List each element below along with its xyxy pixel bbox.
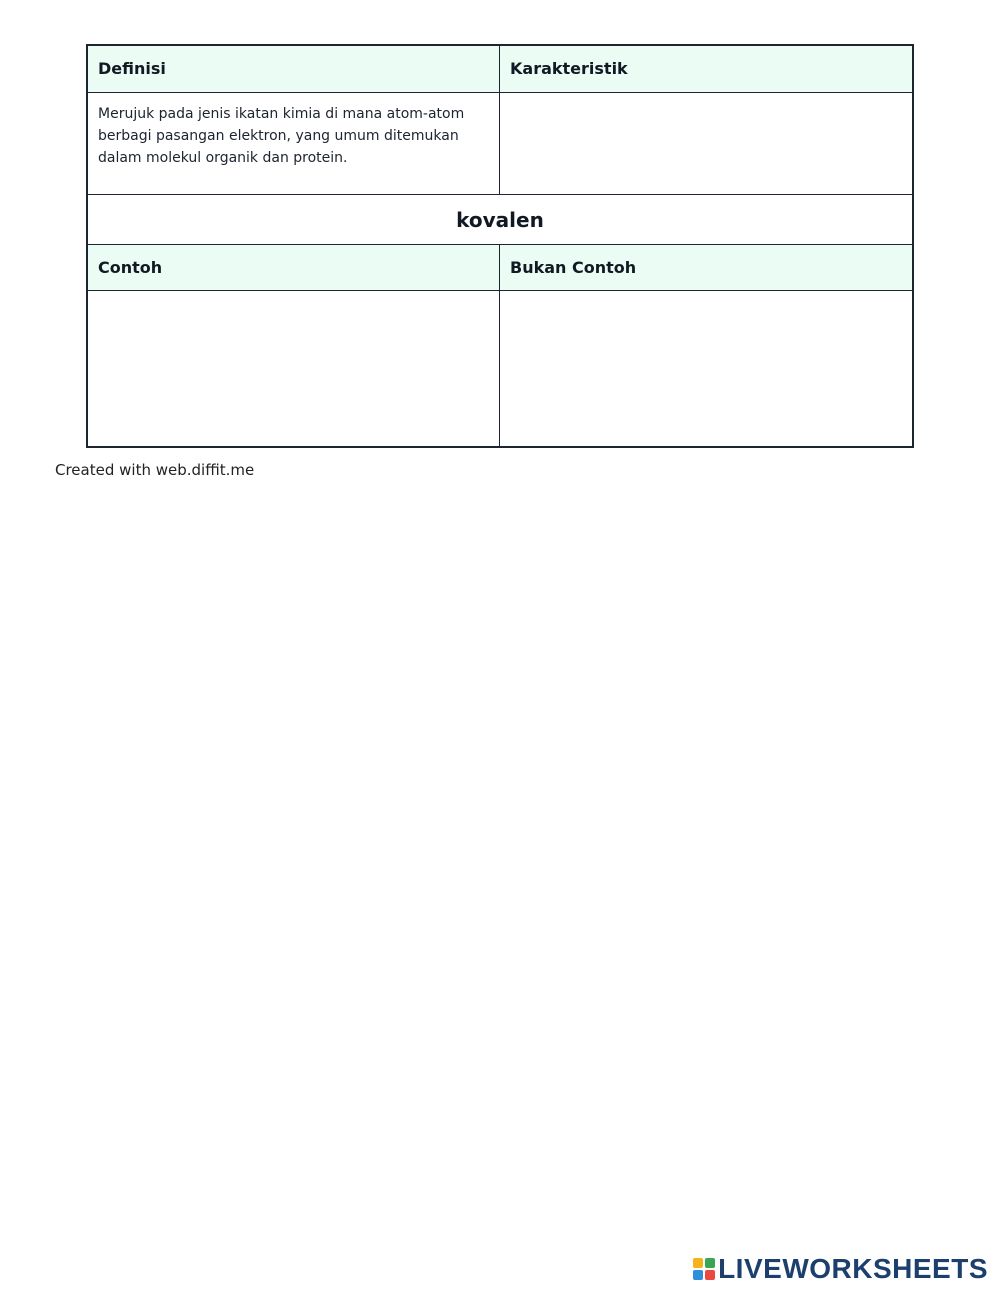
logo-grid-icon: [693, 1258, 715, 1280]
credit-text: Created with web.diffit.me: [55, 461, 255, 479]
term-row: [88, 195, 912, 245]
definition-header: Definisi: [88, 46, 500, 92]
examples-header: Contoh: [88, 245, 500, 290]
term-title: kovalen: [456, 208, 544, 232]
logo-square-yellow: [693, 1258, 703, 1268]
frayer-model-table: [86, 44, 914, 448]
characteristics-cell[interactable]: [500, 93, 912, 194]
non-examples-cell[interactable]: [500, 291, 912, 446]
non-examples-header: Bukan Contoh: [510, 258, 637, 277]
examples-cell[interactable]: [88, 291, 500, 446]
logo-square-green: [705, 1258, 715, 1268]
logo-square-blue: [693, 1270, 703, 1280]
content-row-top: [88, 93, 912, 195]
logo-square-red: [705, 1270, 715, 1280]
characteristics-header: Karakteristik: [510, 59, 628, 78]
definition-cell[interactable]: Merujuk pada jenis ikatan kimia di mana atom-atom berbagi pasangan elektron, yang umum ditemukan dalam molekul organik dan protein.: [88, 93, 500, 194]
logo-text: LIVEWORKSHEETS: [718, 1253, 988, 1284]
liveworksheets-logo: [693, 1254, 988, 1284]
header-row-bottom: [88, 245, 912, 291]
header-row-top: [88, 46, 912, 93]
content-row-bottom: [88, 291, 912, 446]
